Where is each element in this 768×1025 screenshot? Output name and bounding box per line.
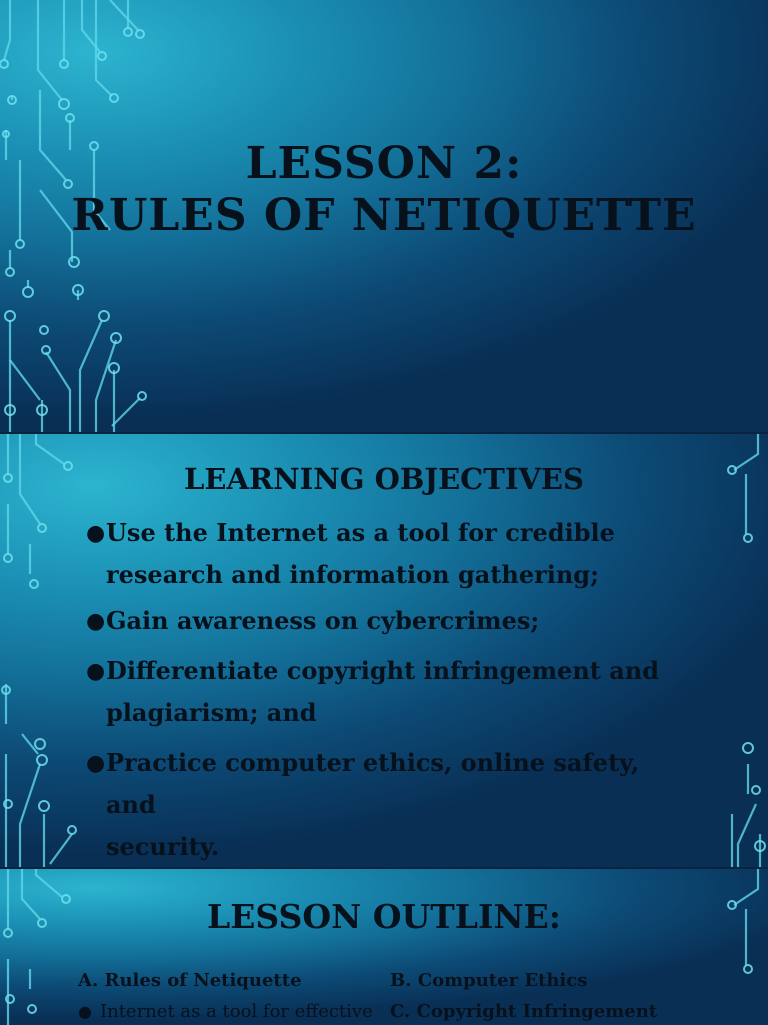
objectives-slide [0, 432, 768, 867]
objective-text-line-2: security. [106, 832, 220, 861]
objective-text-line-2: plagiarism; and [106, 698, 317, 727]
bullet-icon: ● [86, 520, 106, 546]
outline-column-b [390, 965, 657, 1025]
outline-item: A. Rules of Netiquette [78, 970, 302, 991]
objectives-list [86, 512, 686, 867]
title-line-1: LESSON 2: [245, 138, 523, 189]
section-heading: LESSON OUTLINE: [207, 897, 561, 936]
outline-slide [0, 867, 768, 1025]
title-slide [0, 0, 768, 432]
outline-subitem [78, 996, 373, 1025]
list-item [86, 512, 686, 596]
bullet-icon: ● [86, 608, 106, 634]
bullet-icon: ● [78, 1002, 92, 1021]
circuit-decoration-left-icon [0, 434, 90, 867]
objective-text-line-1: Differentiate copyright infringement and [106, 656, 659, 685]
outline-column-a [78, 965, 373, 1025]
objective-text-line-2: research and information gathering; [106, 560, 599, 589]
outline-item: C. Copyright Infringement [390, 1001, 658, 1022]
circuit-decoration-right-icon [708, 869, 768, 1025]
outline-item: B. Computer Ethics [390, 970, 588, 991]
list-item [86, 600, 686, 642]
circuit-decoration-left-icon [0, 869, 90, 1025]
outline-subitem-text: Internet as a tool for effective [100, 1001, 373, 1022]
bullet-icon: ● [86, 658, 106, 684]
title-line-2: RULES OF NETIQUETTE [71, 190, 697, 241]
list-item [86, 742, 686, 867]
circuit-decoration-right-icon [708, 434, 768, 867]
objective-text-line-1: Gain awareness on cybercrimes; [106, 606, 540, 635]
bullet-icon: ● [86, 750, 106, 776]
list-item [86, 650, 686, 734]
section-heading: LEARNING OBJECTIVES [184, 462, 584, 496]
page-title [0, 138, 768, 242]
objective-text-line-1: Use the Internet as a tool for credible [106, 518, 615, 547]
objective-text-line-1: Practice computer ethics, online safety, and [106, 748, 640, 819]
